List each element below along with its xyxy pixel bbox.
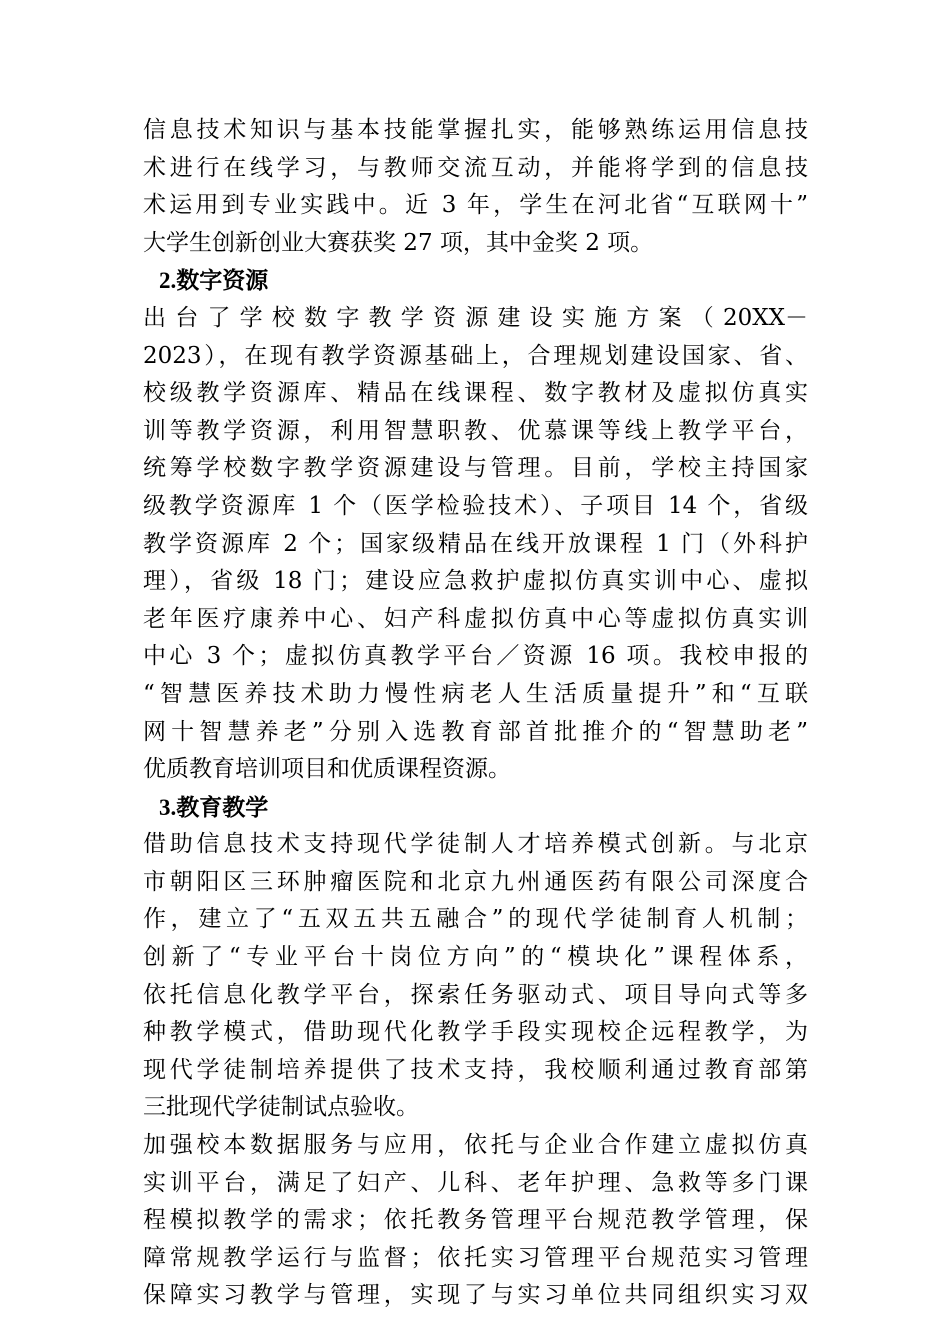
text-line: 三批现代学徒制试点验收。 xyxy=(143,1094,419,1121)
document-body xyxy=(143,112,808,1315)
paragraph-school-data xyxy=(143,1127,808,1315)
text-line: 级教学资源库 1 个（医学检验技术）、子项目 14 个，省级 xyxy=(143,492,808,519)
text-line: 优质教育培训项目和优质课程资源。 xyxy=(143,756,511,783)
text-line: 术运用到专业实践中。近 3 年，学生在河北省“互联网十” xyxy=(143,192,808,219)
text-line: 障常规教学运行与监督；依托实习管理平台规范实习管理 xyxy=(143,1244,808,1271)
text-line: 校级教学资源库、精品在线课程、数字教材及虚拟仿真实 xyxy=(143,380,808,407)
text-line: 统筹学校数字教学资源建设与管理。目前，学校主持国家 xyxy=(143,455,808,482)
text-line: 理），省级 18 门；建设应急救护虚拟仿真实训中心、虚拟 xyxy=(143,568,808,595)
text-line: 网十智慧养老”分别入选教育部首批推介的“智慧助老” xyxy=(143,718,808,745)
paragraph-student-skills xyxy=(143,112,808,262)
text-line: 大学生创新创业大赛获奖 27 项，其中金奖 2 项。 xyxy=(143,229,654,256)
text-line: 创新了“专业平台十岗位方向”的“模块化”课程体系， xyxy=(143,944,808,971)
text-line: 借助信息技术支持现代学徒制人才培养模式创新。与北京 xyxy=(143,831,808,858)
text-line: 程模拟教学的需求；依托教务管理平台规范教学管理，保 xyxy=(143,1207,808,1234)
section-heading-teaching: 3.教育教学 xyxy=(159,794,269,820)
text-line: 现代学徒制培养提供了技术支持，我校顺利通过教育部第 xyxy=(143,1056,808,1083)
section-heading-digital-resources: 2.数字资源 xyxy=(159,268,269,294)
text-line: 加强校本数据服务与应用，依托与企业合作建立虚拟仿真 xyxy=(143,1132,808,1159)
text-line: 市朝阳区三环肿瘤医院和北京九州通医药有限公司深度合 xyxy=(143,868,808,895)
text-line: 中心 3 个；虚拟仿真教学平台／资源 16 项。我校申报的 xyxy=(143,643,808,670)
text-line: “智慧医养技术助力慢性病老人生活质量提升”和“互联 xyxy=(143,680,808,707)
text-line: 信息技术知识与基本技能掌握扎实，能够熟练运用信息技 xyxy=(143,117,808,143)
text-line: 训等教学资源，利用智慧职教、优慕课等线上教学平台， xyxy=(143,417,808,444)
text-line: 保障实习教学与管理，实现了与实习单位共同组织实习双 xyxy=(143,1282,808,1309)
text-line: 依托信息化教学平台，探索任务驱动式、项目导向式等多 xyxy=(143,981,808,1008)
text-line: 种教学模式，借助现代化教学手段实现校企远程教学，为 xyxy=(143,1019,808,1046)
text-line: 实训平台，满足了妇产、儿科、老年护理、急救等多门课 xyxy=(143,1169,808,1196)
paragraph-digital-resources xyxy=(143,300,808,789)
paragraph-apprenticeship xyxy=(143,826,808,1127)
text-line: 作，建立了“五双五共五融合”的现代学徒制育人机制； xyxy=(143,906,808,933)
text-line: 术进行在线学习，与教师交流互动，并能将学到的信息技 xyxy=(143,154,808,181)
text-line: 教学资源库 2 个；国家级精品在线开放课程 1 门（外科护 xyxy=(143,530,808,557)
text-line: 出台了学校数字教学资源建设实施方案（20XX－ xyxy=(143,304,808,331)
text-line: 2023），在现有教学资源基础上，合理规划建设国家、省、 xyxy=(143,342,808,369)
text-line: 老年医疗康养中心、妇产科虚拟仿真中心等虚拟仿真实训 xyxy=(143,605,808,632)
